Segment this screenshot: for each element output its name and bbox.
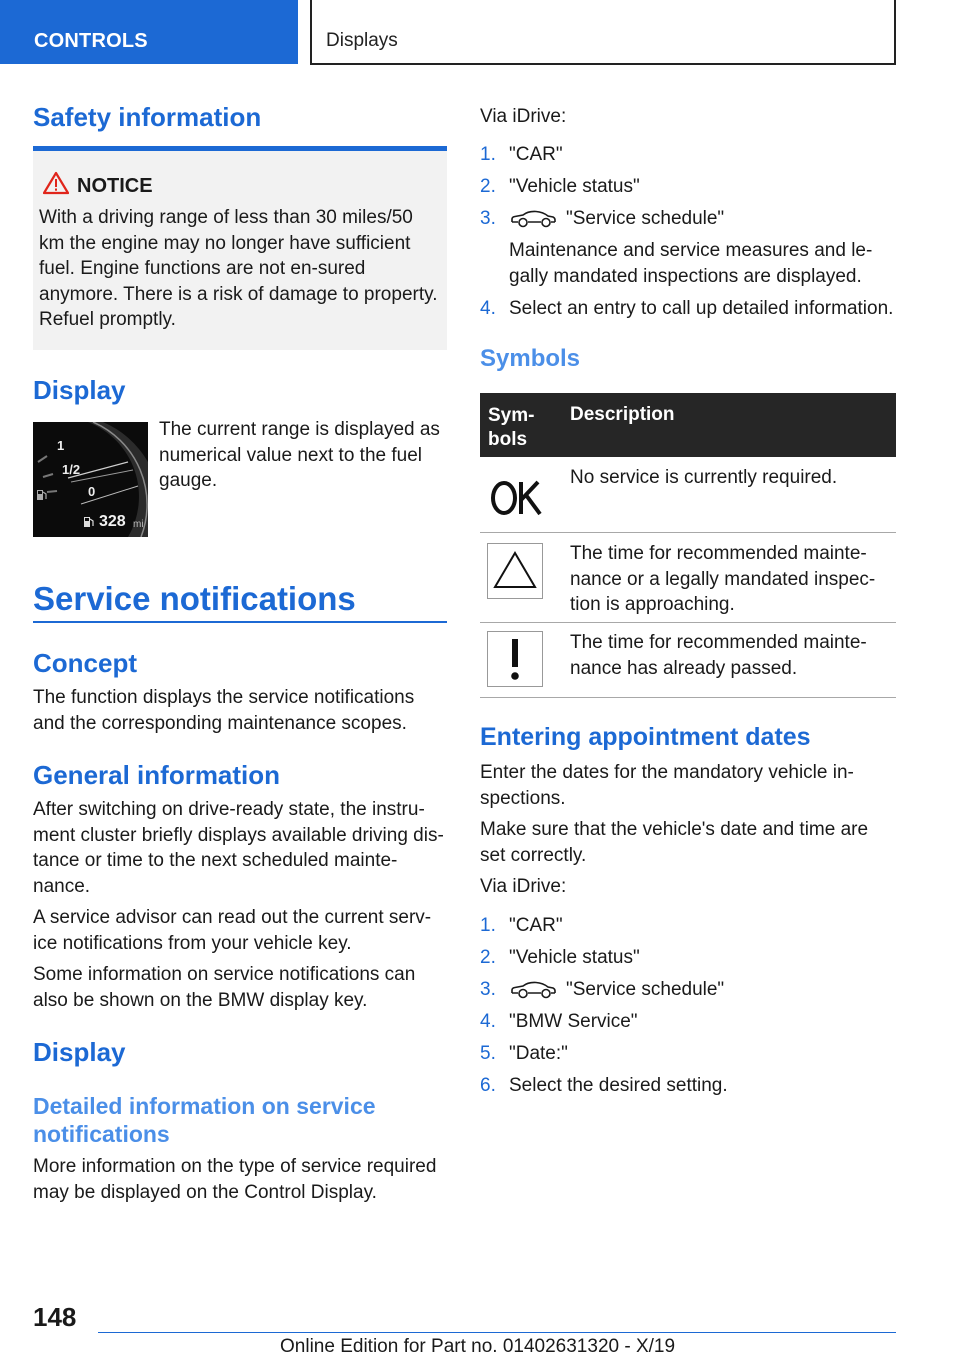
gauge-mark-empty: 0: [88, 484, 96, 499]
row-description: No service is currently required.: [570, 467, 838, 488]
appointment-paragraph-1: Enter the dates for the mandatory vehicle in‐spections.: [480, 762, 854, 809]
notice-text: With a driving range of less than 30 miles/50 km the engine may no longer have sufficient fuel. Engine functions are not en‐sured anymore. There is a risk of damage to property. Refuel promptly.: [39, 207, 438, 330]
via-idrive-label-1: Via iDrive:: [480, 106, 567, 127]
fuel-pump-icon: [36, 488, 48, 502]
section-label: CONTROLS: [34, 30, 148, 52]
notice-label: NOTICE: [77, 175, 153, 197]
gauge-mark-half: 1/2: [62, 462, 81, 477]
display-text: The current range is displayed as numerical value next to the fuel gauge.: [159, 419, 440, 491]
warning-triangle-icon: [487, 543, 543, 599]
table-header: [480, 393, 896, 457]
general-info-paragraph-1: After switching on drive-ready state, the instru‐ment cluster briefly displays available driving dis‐tance or time to the next scheduled mainte‐nance.: [33, 799, 444, 897]
gauge-mark-full: 1: [57, 438, 65, 453]
row-description: The time for recommended mainte‐nance has already passed.: [570, 632, 867, 679]
service-notifications-heading: Service notifications: [33, 580, 356, 617]
edition-text: Online Edition for Part no. 01402631320 - X/19: [280, 1336, 676, 1357]
display-heading: Display: [33, 375, 126, 405]
row-description: The time for recommended mainte‐nance or a legally mandated inspec‐tion is approaching.: [570, 543, 876, 615]
ok-icon: [487, 469, 543, 525]
warning-icon: [43, 171, 69, 195]
footer-divider: [98, 1332, 896, 1333]
col-symbols-header: Sym‐bols: [488, 405, 535, 450]
car-icon: [509, 210, 557, 228]
display-heading-2: Display: [33, 1037, 126, 1067]
chapter-label: Displays: [326, 30, 398, 51]
detailed-info-heading: Detailed information on service notifications: [33, 1093, 376, 1147]
fuel-gauge-image: [33, 422, 148, 537]
symbols-heading: Symbols: [480, 345, 581, 372]
col-description-header: Description: [570, 404, 675, 425]
table-row: [480, 623, 896, 698]
section-tab: [0, 0, 298, 64]
table-row: [480, 533, 896, 623]
table-row: [480, 457, 896, 533]
concept-text: The function displays the service notifications and the corresponding maintenance scopes.: [33, 687, 415, 734]
safety-heading: Safety information: [33, 102, 262, 132]
range-unit: mi: [133, 519, 144, 530]
step3-note: Maintenance and service measures and le‐gally mandated inspections are displayed.: [509, 240, 873, 287]
chapter-tab: [310, 0, 896, 65]
range-value: 328: [99, 513, 126, 530]
concept-heading: Concept: [33, 648, 137, 678]
section-divider: [33, 621, 447, 623]
general-info-paragraph-3: Some information on service notifications can also be shown on the BMW display key.: [33, 964, 416, 1011]
general-info-paragraph-2: A service advisor can read out the current serv‐ice notifications from your vehicle key.: [33, 907, 432, 954]
notice-box: [33, 151, 447, 350]
car-icon: [509, 981, 557, 999]
detailed-info-text: More information on the type of service required may be displayed on the Control Display.: [33, 1156, 437, 1203]
exclamation-icon: [487, 631, 543, 687]
page-number: 148: [33, 1302, 77, 1332]
range-fuel-icon: [83, 515, 95, 529]
via-idrive-label-2: Via iDrive:: [480, 876, 567, 897]
appointment-paragraph-2: Make sure that the vehicle's date and time are set correctly.: [480, 819, 869, 866]
appointment-heading: Entering appointment dates: [480, 723, 811, 751]
general-info-heading: General information: [33, 760, 281, 790]
